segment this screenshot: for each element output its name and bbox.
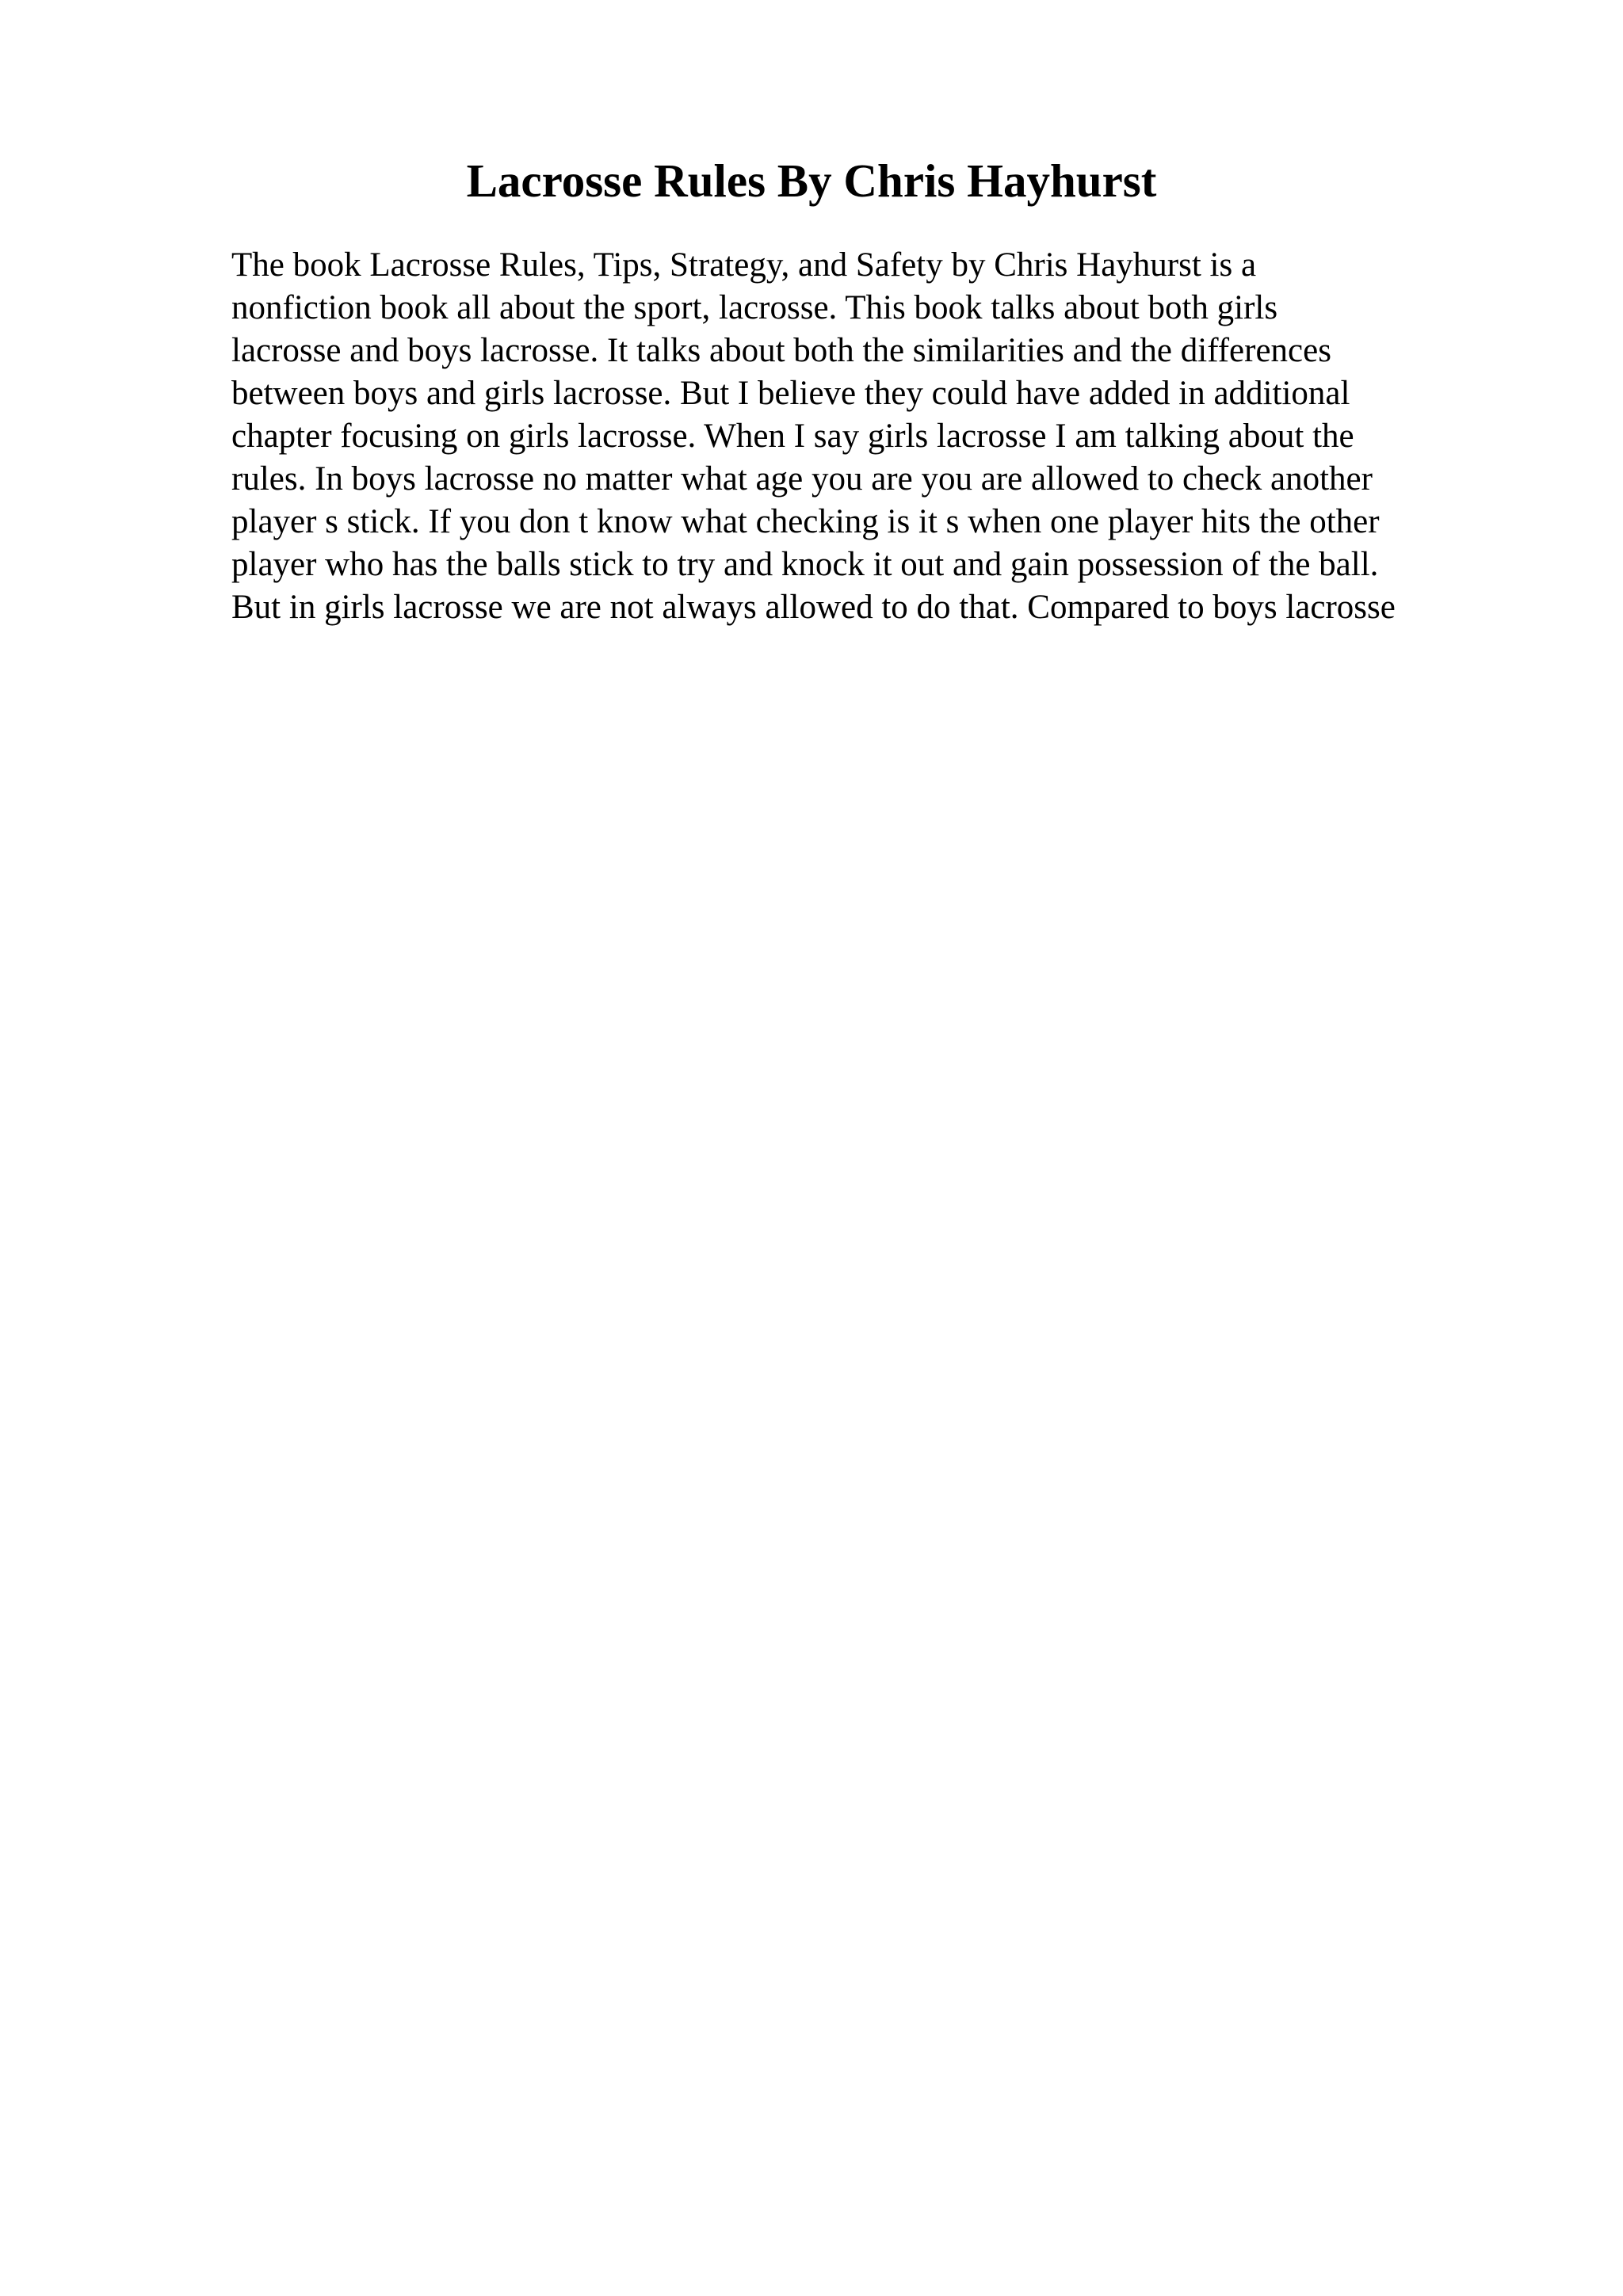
document-title: Lacrosse Rules By Chris Hayhurst: [466, 154, 1157, 207]
body-line: But in girls lacrosse we are not always allowed to do that. Compared to boys lacrosse: [231, 589, 1396, 626]
body-line: The book Lacrosse Rules, Tips, Strategy, and Safety by Chris Hayhurst is a: [231, 246, 1257, 284]
body-line: between boys and girls lacrosse. But I believe they could have added in additional: [231, 375, 1350, 412]
body-line: rules. In boys lacrosse no matter what age you are you are allowed to check another: [231, 460, 1373, 498]
document-body: [231, 244, 1594, 629]
body-line: nonfiction book all about the sport, lacrosse. This book talks about both girls: [231, 289, 1278, 326]
body-line: player s stick. If you don t know what checking is it s when one player hits the other: [231, 503, 1380, 540]
body-line: lacrosse and boys lacrosse. It talks about both the similarities and the differences: [231, 332, 1331, 369]
body-line: player who has the balls stick to try and knock it out and gain possession of the ball.: [231, 546, 1379, 583]
body-line: chapter focusing on girls lacrosse. When I say girls lacrosse I am talking about the: [231, 418, 1354, 455]
